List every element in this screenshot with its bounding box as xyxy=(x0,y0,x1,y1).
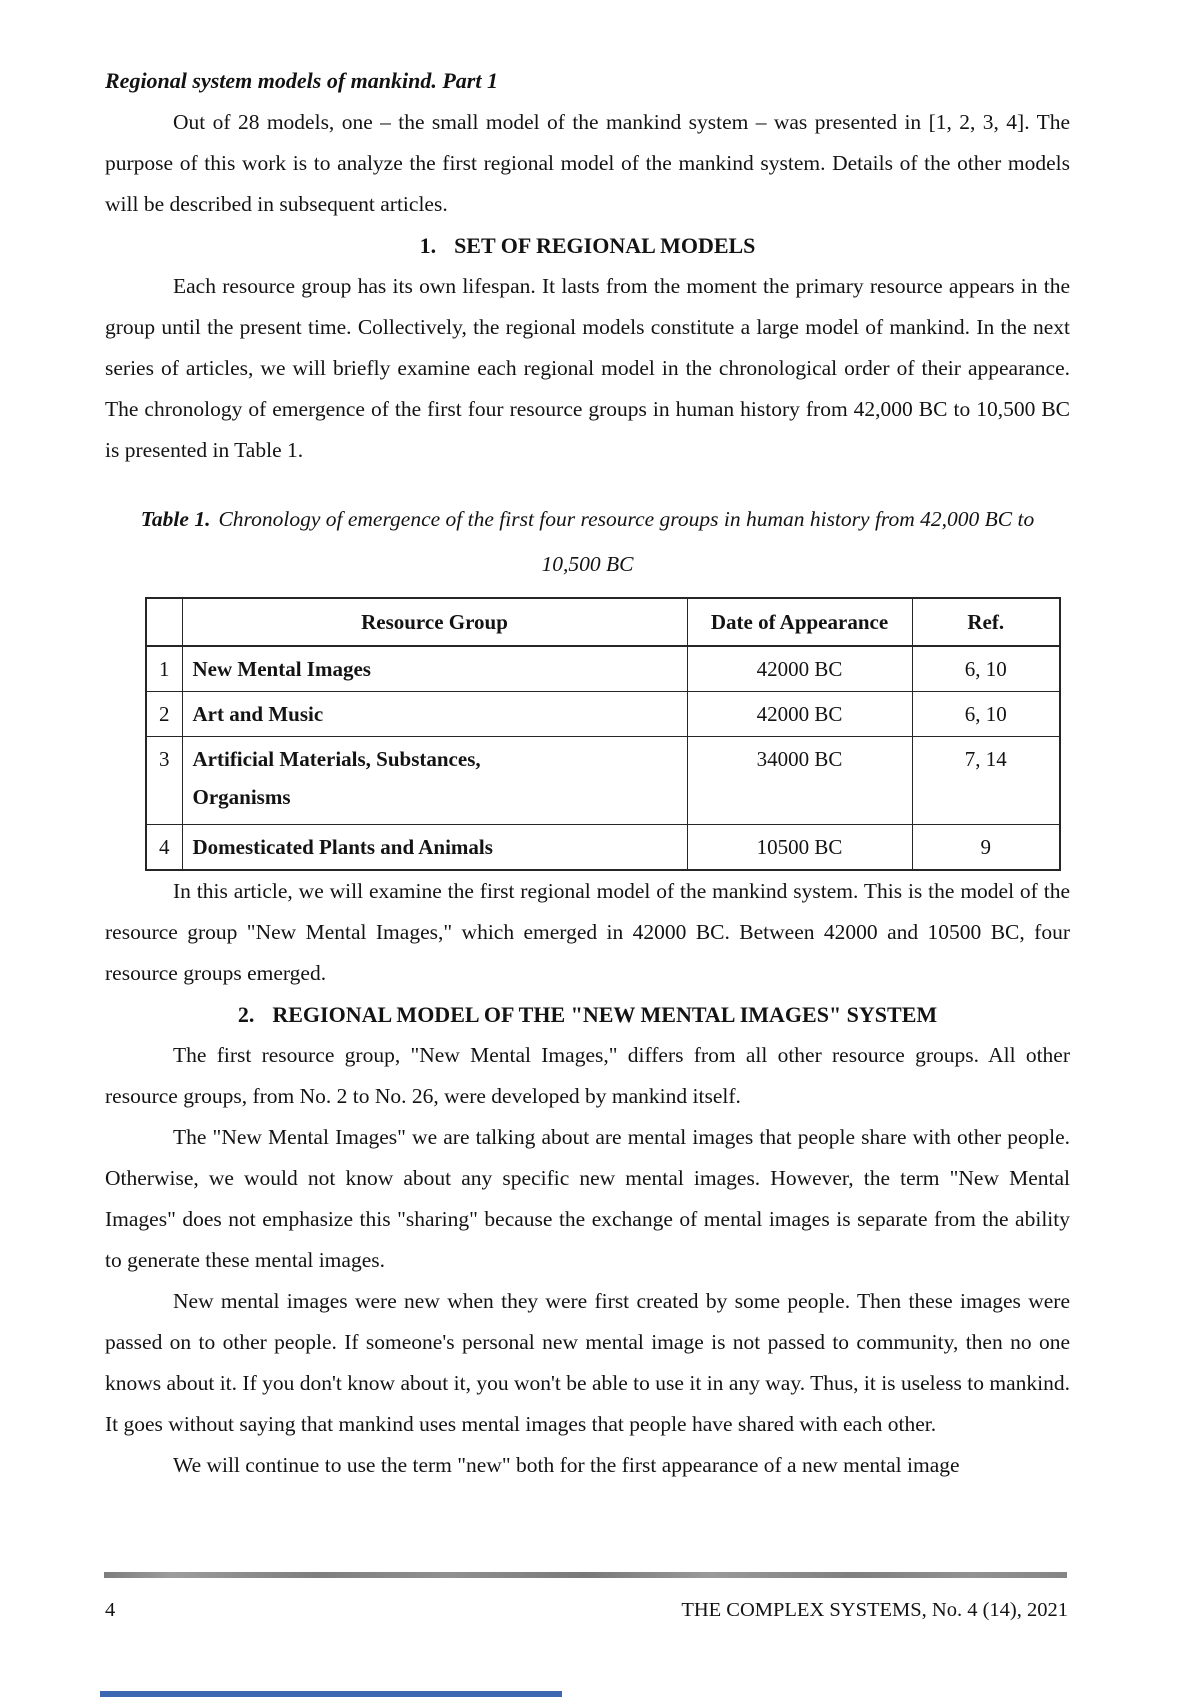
date-of-appearance: 34000 BC xyxy=(687,737,912,825)
section-2-paragraph-1: The first resource group, "New Mental Images," differs from all other resource groups. All other resource groups, from No. 2 to No. 26, were developed by mankind itself. xyxy=(105,1043,1070,1108)
header-cell-number xyxy=(146,598,182,646)
bottom-blue-bar xyxy=(100,1691,562,1697)
page-footer xyxy=(105,1590,1068,1630)
table-row xyxy=(146,737,1060,825)
section-2-paragraph-4: We will continue to use the term "new" both for the first appearance of a new mental image xyxy=(173,1453,960,1477)
section-2-paragraph-3: New mental images were new when they were first created by some people. Then these images were passed on to other people. If someone's personal new mental image is not passed to community, then no one knows about it. If you don't know about it, you won't be able to use it in any way. Thus, it is useless to mankind. It goes without saying that mankind uses mental images that people have shared with each other. xyxy=(105,1289,1070,1436)
after-table-paragraph: In this article, we will examine the first regional model of the mankind system. This is the model of the resource group "New Mental Images," which emerged in 42000 BC. Between 42000 and 10500 BC, four resource groups emerged. xyxy=(105,879,1070,985)
header-cell-resource-group: Resource Group xyxy=(182,598,687,646)
row-number: 3 xyxy=(146,737,182,825)
resource-group-name: Domesticated Plants and Animals xyxy=(182,825,687,871)
references: 7, 14 xyxy=(912,737,1060,825)
table-row xyxy=(146,692,1060,737)
section-2-title: REGIONAL MODEL OF THE "NEW MENTAL IMAGES" SYSTEM xyxy=(272,1002,938,1027)
resource-group-name: Art and Music xyxy=(182,692,687,737)
section-1-paragraph: Each resource group has its own lifespan. It lasts from the moment the primary resource appears in the group until the present time. Collectively, the regional models constitute a large model of mankind. In the next series of articles, we will briefly examine each regional model in the chronological order of their appearance. The chronology of emergence of the first four resource groups in human history from 42,000 BC to 10,500 BC is presented in Table 1. xyxy=(105,274,1070,462)
references: 6, 10 xyxy=(912,692,1060,737)
date-of-appearance: 10500 BC xyxy=(687,825,912,871)
date-of-appearance: 42000 BC xyxy=(687,692,912,737)
row-number: 4 xyxy=(146,825,182,871)
references: 9 xyxy=(912,825,1060,871)
footer-divider xyxy=(104,1572,1067,1578)
resource-group-name: New Mental Images xyxy=(182,646,687,692)
table-caption-label: Table 1. xyxy=(140,507,211,531)
section-2-paragraph-2: The "New Mental Images" we are talking about are mental images that people share with other people. Otherwise, we would not know about any specific new mental images. However, the term "New Mental Images" does not emphasize this "sharing" because the exchange of mental images is separate from the ability to generate these mental images. xyxy=(105,1125,1070,1272)
references: 6, 10 xyxy=(912,646,1060,692)
table-header-row xyxy=(146,598,1060,646)
row-number: 1 xyxy=(146,646,182,692)
header-cell-date-of-appearance: Date of Appearance xyxy=(687,598,912,646)
section-1-number: 1. xyxy=(419,233,437,258)
table-row xyxy=(146,825,1060,871)
resource-group-name: Artificial Materials, Substances, Organisms xyxy=(182,737,687,825)
row-number: 2 xyxy=(146,692,182,737)
section-2-heading xyxy=(105,994,1070,1035)
table-caption-text: Chronology of emergence of the first four resource groups in human history from 42,000 BC to 10,500 BC xyxy=(218,507,1035,576)
table-1-caption xyxy=(105,497,1070,587)
header-cell-ref: Ref. xyxy=(912,598,1060,646)
page-content xyxy=(105,0,1070,1486)
section-1-heading xyxy=(105,225,1070,266)
table-row xyxy=(146,646,1060,692)
resource-groups-table xyxy=(145,597,1061,871)
journal-title: THE COMPLEX SYSTEMS, No. 4 (14), 2021 xyxy=(681,1599,1068,1621)
date-of-appearance: 42000 BC xyxy=(687,646,912,692)
section-1-title: SET OF REGIONAL MODELS xyxy=(454,233,756,258)
section-2-number: 2. xyxy=(237,1002,255,1027)
running-head: Regional system models of mankind. Part 1 xyxy=(105,68,498,93)
page-number: 4 xyxy=(105,1599,116,1621)
intro-paragraph: Out of 28 models, one – the small model of the mankind system – was presented in [1, 2, 3, 4]. The purpose of this work is to analyze the first regional model of the mankind system. Details of the other models will be described in subsequent articles. xyxy=(105,110,1070,216)
